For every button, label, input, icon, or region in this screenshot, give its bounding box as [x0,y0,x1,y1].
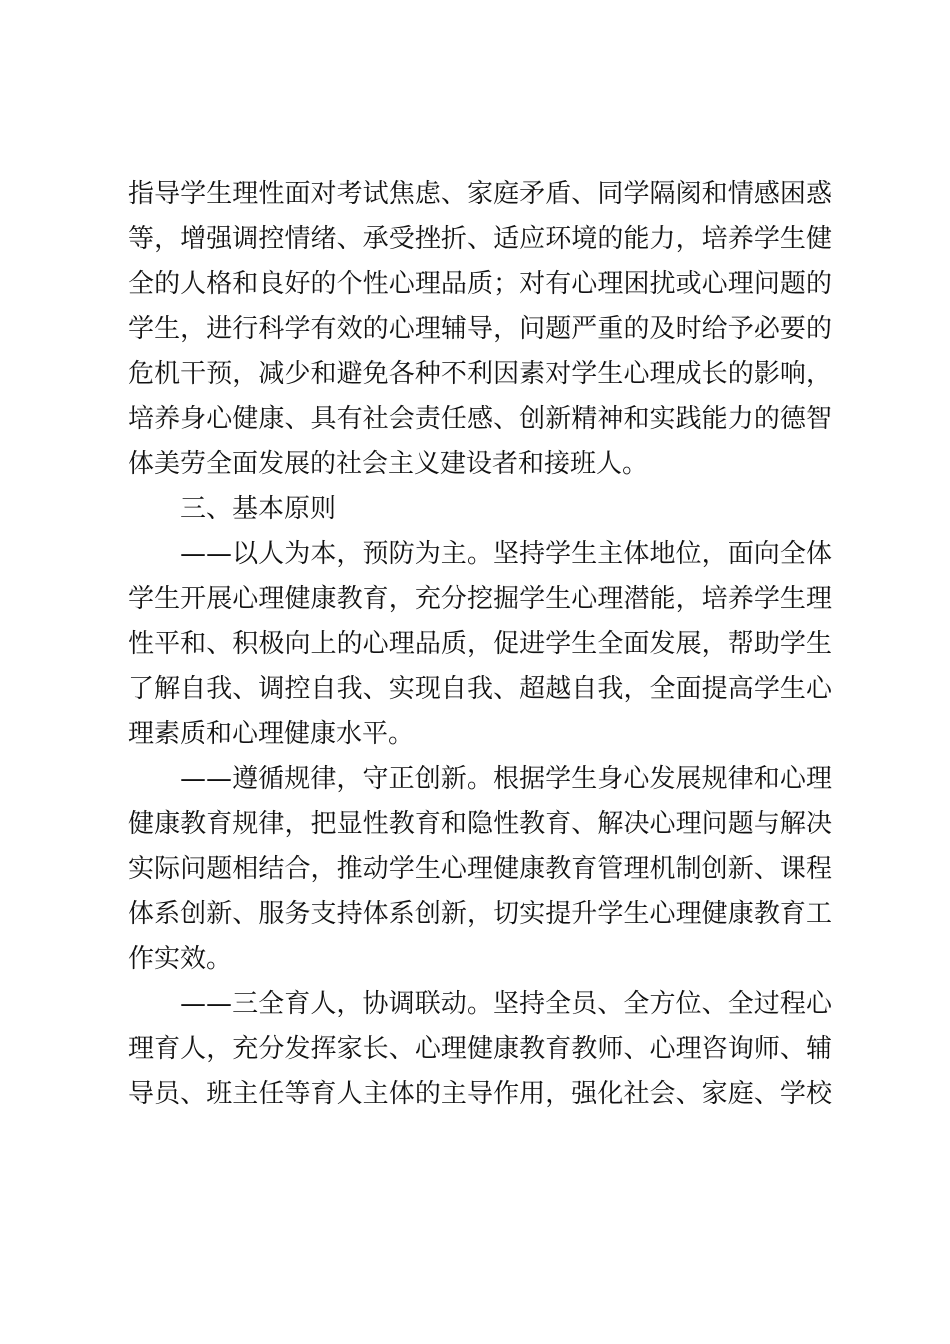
text-line: 等，增强调控情绪、承受挫折、适应环境的能力，培养学生健 [128,224,832,254]
text-line: 了解自我、调控自我、实现自我、超越自我，全面提高学生心 [128,674,832,704]
text-line: 实际问题相结合，推动学生心理健康教育管理机制创新、课程 [128,854,832,884]
document-body [128,172,832,1117]
text-line: 体美劳全面发展的社会主义建设者和接班人。 [128,449,649,479]
text-line: 培养身心健康、具有社会责任感、创新精神和实践能力的德智 [128,404,832,434]
text-line: 指导学生理性面对考试焦虑、家庭矛盾、同学隔阂和情感困惑 [128,179,832,209]
text-line: 作实效。 [128,944,233,974]
text-line: 理育人，充分发挥家长、心理健康教育教师、心理咨询师、辅 [128,1034,832,1064]
text-line: 体系创新、服务支持体系创新，切实提升学生心理健康教育工 [128,899,832,929]
text-line: 健康教育规律，把显性教育和隐性教育、解决心理问题与解决 [128,809,832,839]
text-line: 导员、班主任等育人主体的主导作用，强化社会、家庭、学校 [128,1079,832,1109]
text-line: 学生，进行科学有效的心理辅导，问题严重的及时给予必要的 [128,314,832,344]
section-heading: 三、基本原则 [180,494,337,524]
text-line: 性平和、积极向上的心理品质，促进学生全面发展，帮助学生 [128,629,832,659]
text-line: 理素质和心理健康水平。 [128,719,415,749]
text-line: 全的人格和良好的个性心理品质；对有心理困扰或心理问题的 [128,269,832,299]
text-line: ——三全育人，协调联动。坚持全员、全方位、全过程心 [180,989,832,1019]
text-line: 危机干预，减少和避免各种不利因素对学生心理成长的影响， [128,359,832,389]
text-line: 学生开展心理健康教育，充分挖掘学生心理潜能，培养学生理 [128,584,832,614]
text-line: ——遵循规律，守正创新。根据学生身心发展规律和心理 [180,764,832,794]
text-line: ——以人为本，预防为主。坚持学生主体地位，面向全体 [180,539,832,569]
